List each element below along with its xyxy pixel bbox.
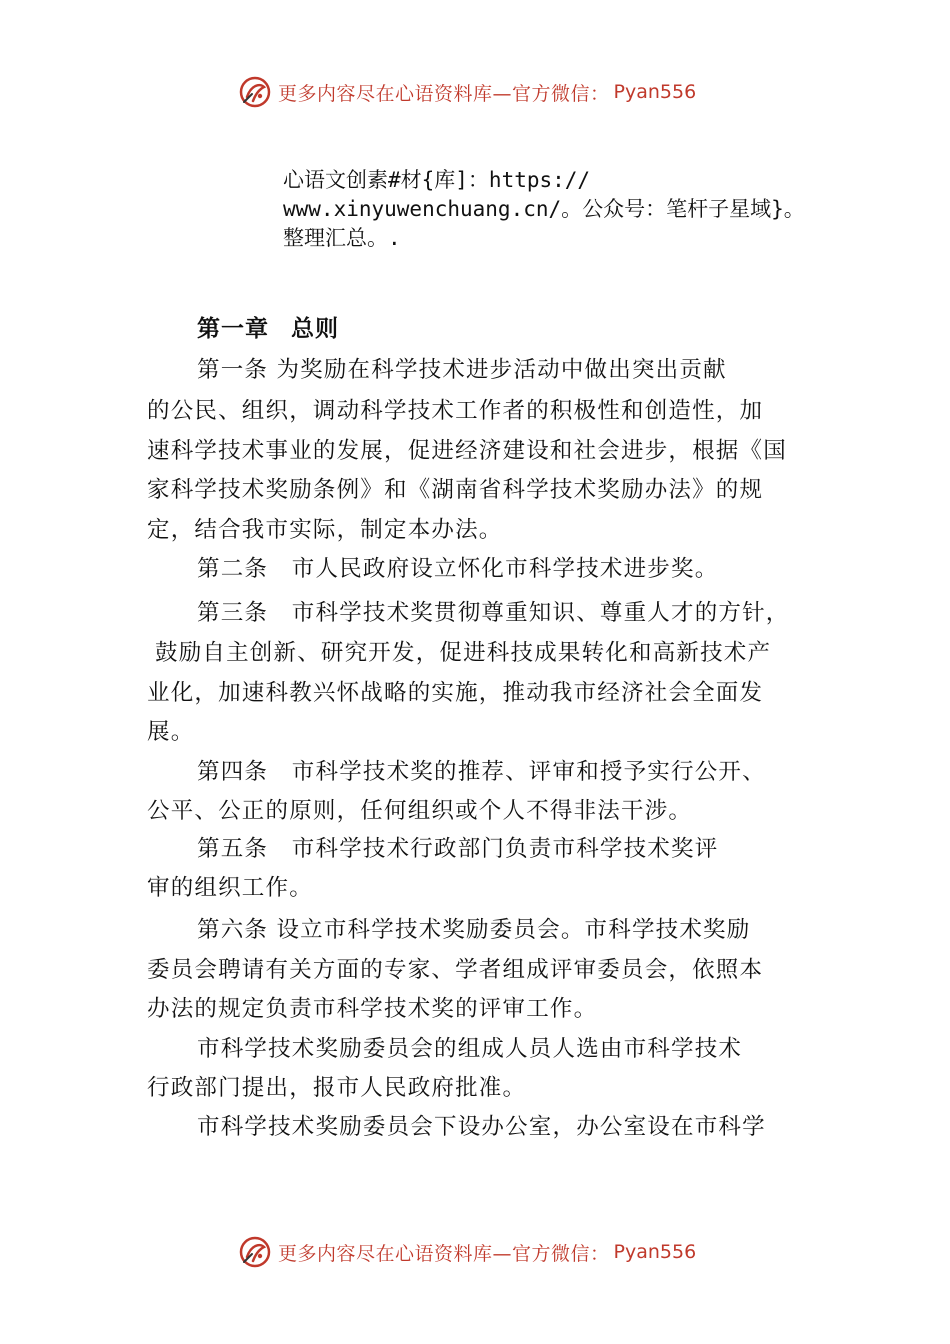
banner-wechat-id: Pyan556	[613, 1241, 697, 1263]
body-line: 第一条 为奖励在科学技术进步活动中做出突出贡献	[197, 357, 727, 383]
body-line: 行政部门提出，报市人民政府批准。	[147, 1075, 527, 1101]
body-line: 展。	[147, 719, 195, 745]
body-line: 第五条 市科学技术行政部门负责市科学技术奖评	[197, 836, 719, 862]
source-note-line: www.xinyuwenchuang.cn/。公众号：笔杆子星域}。	[283, 197, 805, 221]
xinyu-logo-icon	[238, 75, 272, 109]
body-line: 办法的规定负责市科学技术奖的评审工作。	[147, 996, 598, 1022]
body-line: 委员会聘请有关方面的专家、学者组成评审委员会，依照本	[147, 957, 764, 983]
source-note-line: 整理汇总。.	[283, 226, 401, 250]
body-line: 业化，加速科教兴怀战略的实施，推动我市经济社会全面发	[147, 680, 764, 706]
body-line: 鼓励自主创新、研究开发，促进科技成果转化和高新技术产	[155, 640, 772, 666]
body-line: 第六条 设立市科学技术奖励委员会。市科学技术奖励	[197, 917, 751, 943]
chapter-heading	[197, 310, 339, 343]
chapter-number: 第一章	[197, 316, 269, 342]
footer-watermark-banner	[238, 1232, 696, 1272]
source-note	[283, 166, 883, 253]
banner-text: 更多内容尽在心语资料库—官方微信：	[278, 1242, 610, 1265]
header-watermark-banner	[238, 72, 696, 112]
body-line: 第三条 市科学技术奖贯彻尊重知识、尊重人才的方针，	[197, 600, 790, 626]
body-line: 的公民、组织，调动科学技术工作者的积极性和创造性，加	[147, 398, 764, 424]
banner-text: 更多内容尽在心语资料库—官方微信：	[278, 82, 610, 105]
xinyu-logo-icon	[238, 1235, 272, 1269]
body-line: 定，结合我市实际，制定本办法。	[147, 517, 503, 543]
body-line: 审的组织工作。	[147, 875, 313, 901]
body-line: 市科学技术奖励委员会下设办公室，办公室设在市科学	[197, 1114, 766, 1140]
banner-wechat-id: Pyan556	[613, 81, 697, 103]
body-line: 第四条 市科学技术奖的推荐、评审和授予实行公开、	[197, 759, 766, 785]
body-line: 第二条 市人民政府设立怀化市科学技术进步奖。	[197, 556, 719, 582]
source-note-line: 心语文创素#材{库]：https://	[283, 168, 591, 192]
chapter-title: 总则	[291, 316, 339, 342]
body-line: 公平、公正的原则，任何组织或个人不得非法干涉。	[147, 798, 693, 824]
body-line: 家科学技术奖励条例》和《湖南省科学技术奖励办法》的规	[147, 477, 764, 503]
body-line: 速科学技术事业的发展，促进经济建设和社会进步，根据《国	[147, 438, 787, 464]
body-line: 市科学技术奖励委员会的组成人员人选由市科学技术	[197, 1036, 743, 1062]
